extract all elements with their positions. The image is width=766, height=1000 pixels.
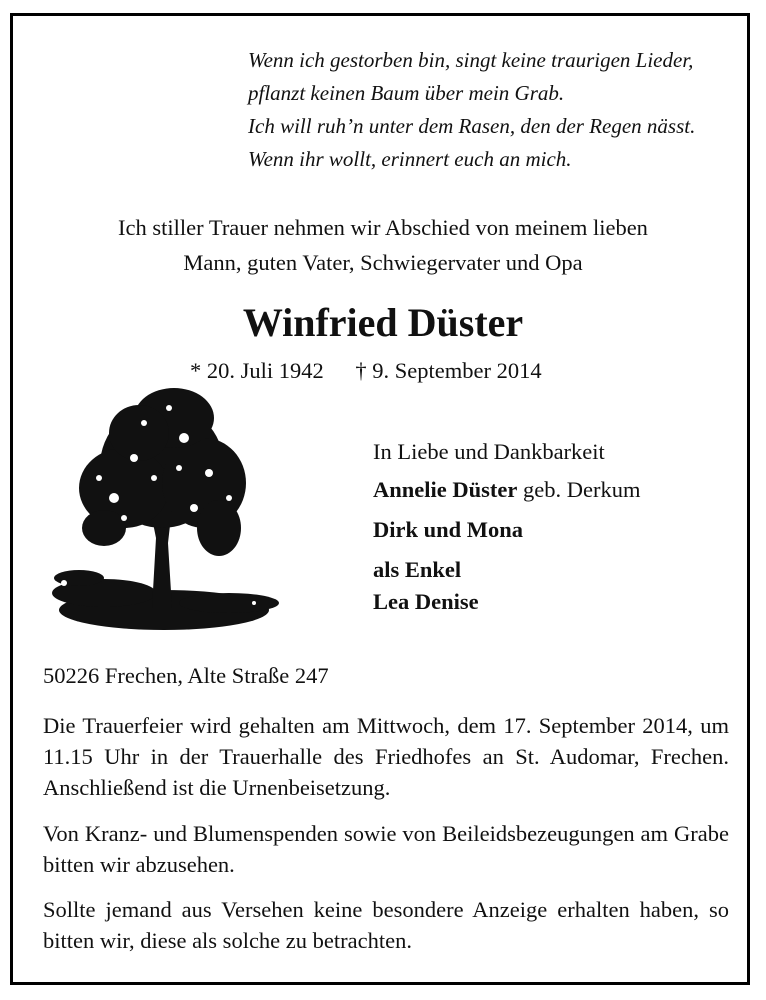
poem: [248, 44, 695, 176]
deceased-name: Winfried Düster: [242, 300, 524, 345]
wife-maiden-name: geb. Derkum: [517, 477, 641, 502]
poem-line: Wenn ich gestorben bin, singt keine traurigen Lieder,: [248, 48, 694, 72]
funeral-text: Die Trauerfeier wird gehalten am Mittwoch, dem 17. September 2014, um 11.15 Uhr in der Trauerhalle des Friedhofes an St. Audomar, Frechen. Anschließend ist die Urnenbeisetzung.: [43, 713, 729, 800]
birth-date: * 20. Juli 1942: [190, 358, 324, 383]
grandchild-label: als Enkel: [373, 557, 462, 582]
intro-line: Ich stiller Trauer nehmen wir Abschied von meinem lieben: [118, 215, 648, 240]
mourner-children: Dirk und Mona: [373, 517, 524, 542]
flowers-paragraph: [43, 818, 729, 880]
poem-line: Ich will ruh’n unter dem Rasen, den der Regen nässt.: [248, 114, 696, 138]
mourner-wife: [373, 477, 640, 503]
poem-line: pflanzt keinen Baum über mein Grab.: [248, 81, 565, 105]
death-date: † 9. September 2014: [355, 358, 542, 383]
funeral-paragraph: [43, 710, 729, 803]
flowers-text: Von Kranz- und Blumenspenden sowie von Beileidsbezeugungen am Grabe bitten wir abzusehen.: [43, 821, 729, 877]
address: 50226 Frechen, Alte Straße 247: [43, 663, 329, 688]
notice-paragraph: [43, 894, 729, 956]
intro-text: [20, 210, 746, 280]
wife-name: Annelie Düster: [373, 477, 518, 502]
mourners-intro: In Liebe und Dankbarkeit: [373, 439, 605, 464]
mourner-grandchild: Lea Denise: [373, 589, 479, 614]
poem-line: Wenn ihr wollt, erinnert euch an mich.: [248, 147, 572, 171]
intro-line: Mann, guten Vater, Schwiegervater und Opa: [183, 250, 583, 275]
notice-text: Sollte jemand aus Versehen keine besondere Anzeige erhalten haben, so bitten wir, diese als solche zu betrachten.: [43, 897, 729, 953]
tree-icon: [44, 378, 289, 643]
